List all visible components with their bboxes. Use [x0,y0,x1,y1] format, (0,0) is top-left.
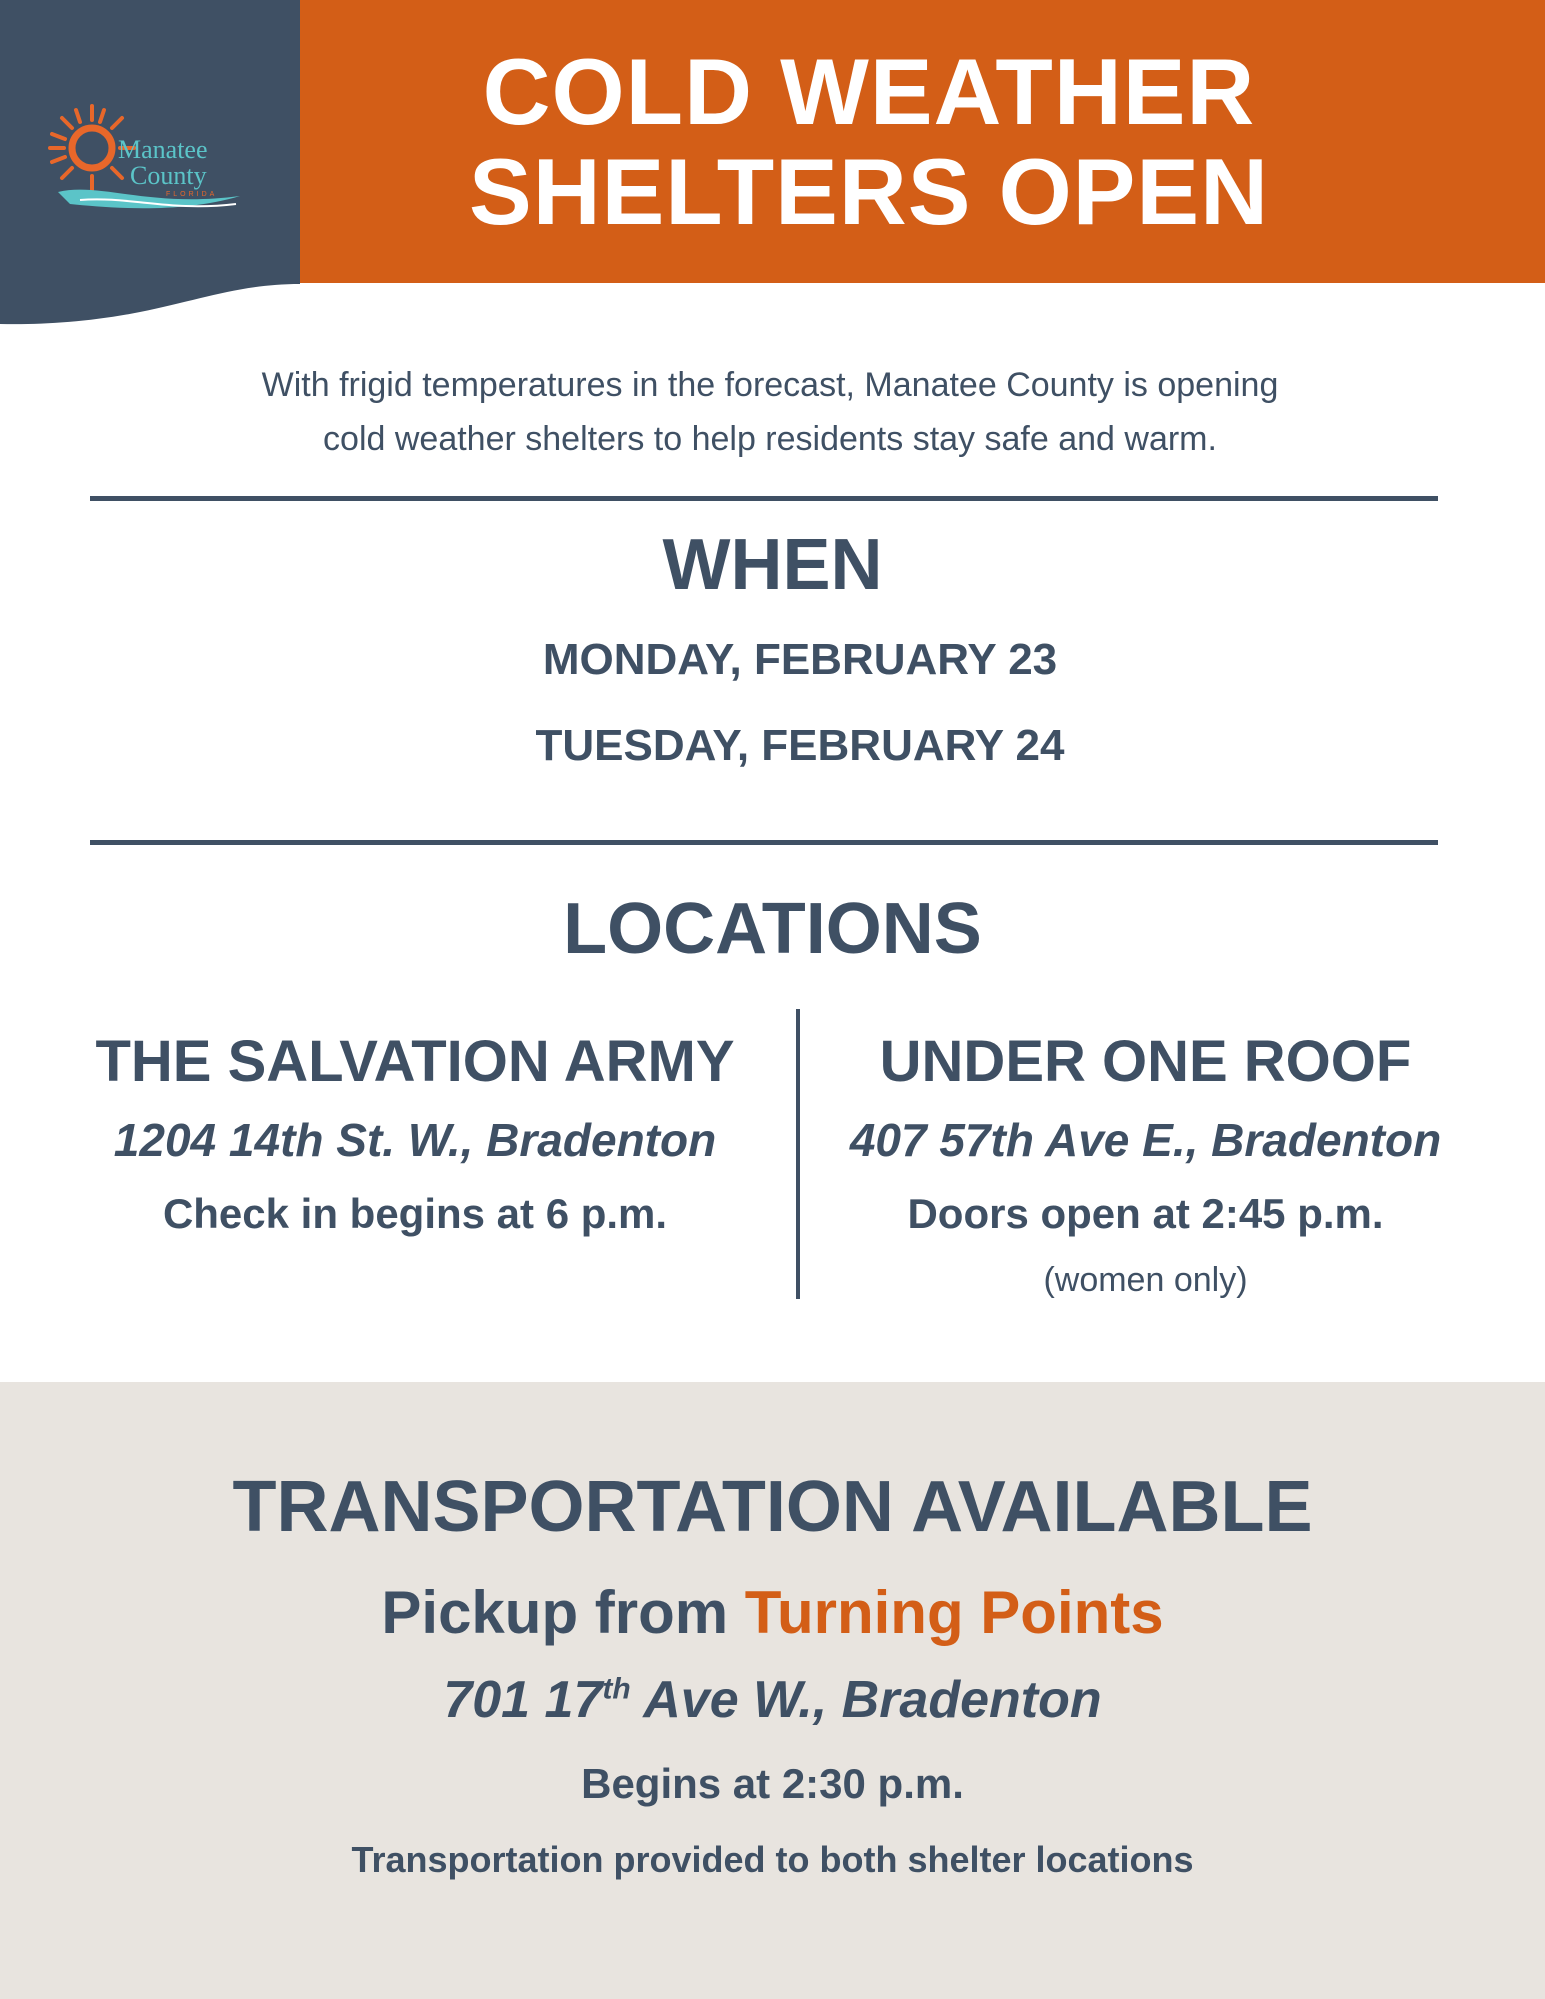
pickup-place: Turning Points [744,1579,1164,1646]
title-line-1: COLD WEATHER [482,39,1256,144]
pickup-time: Begins at 2:30 p.m. [581,1760,964,1807]
intro-line-1: With frigid temperatures in the forecast, Manatee County is opening [261,366,1279,404]
date-1: MONDAY, FEBRUARY 23 [542,635,1058,684]
location-salvation-army [50,1020,780,1252]
logo-text-florida: FLORIDA [166,191,218,198]
page-title [298,39,1440,244]
location-time: Check in begins at 6 p.m. [162,1190,668,1237]
transportation-heading: TRANSPORTATION AVAILABLE [232,1467,1313,1547]
date-2: TUESDAY, FEBRUARY 24 [535,721,1065,770]
location-name: UNDER ONE ROOF [879,1029,1412,1094]
intro-line-2: cold weather shelters to help residents stay safe and warm. [323,420,1217,458]
divider-middle [90,840,1438,845]
when-heading: WHEN [662,525,883,605]
location-under-one-roof [818,1020,1473,1308]
title-line-2: SHELTERS OPEN [469,139,1269,244]
header-banner [0,0,1545,330]
manatee-county-logo [40,100,260,215]
location-address: 1204 14th St. W., Bradenton [113,1114,717,1166]
location-time: Doors open at 2:45 p.m. [907,1190,1384,1237]
pickup-address-sup: th [602,1672,631,1706]
logo-text-manatee: Manatee [118,135,208,164]
divider-top [90,496,1438,501]
pickup-address-rest: Ave W., Bradenton [630,1671,1102,1729]
location-separator [796,1009,800,1299]
pickup-prefix: Pickup from [381,1579,745,1646]
logo-text-county: County [130,161,207,190]
pickup-address [0,1662,1545,1738]
transportation-note: Transportation provided to both shelter locations [351,1839,1194,1880]
pickup-address-num: 701 17 [443,1671,603,1729]
location-address: 407 57th Ave E., Bradenton [849,1114,1442,1166]
location-name: THE SALVATION ARMY [95,1029,735,1094]
locations-heading: LOCATIONS [563,889,982,969]
intro-text [100,358,1440,466]
location-note: (women only) [1043,1261,1248,1299]
pickup-line [0,1575,1545,1651]
